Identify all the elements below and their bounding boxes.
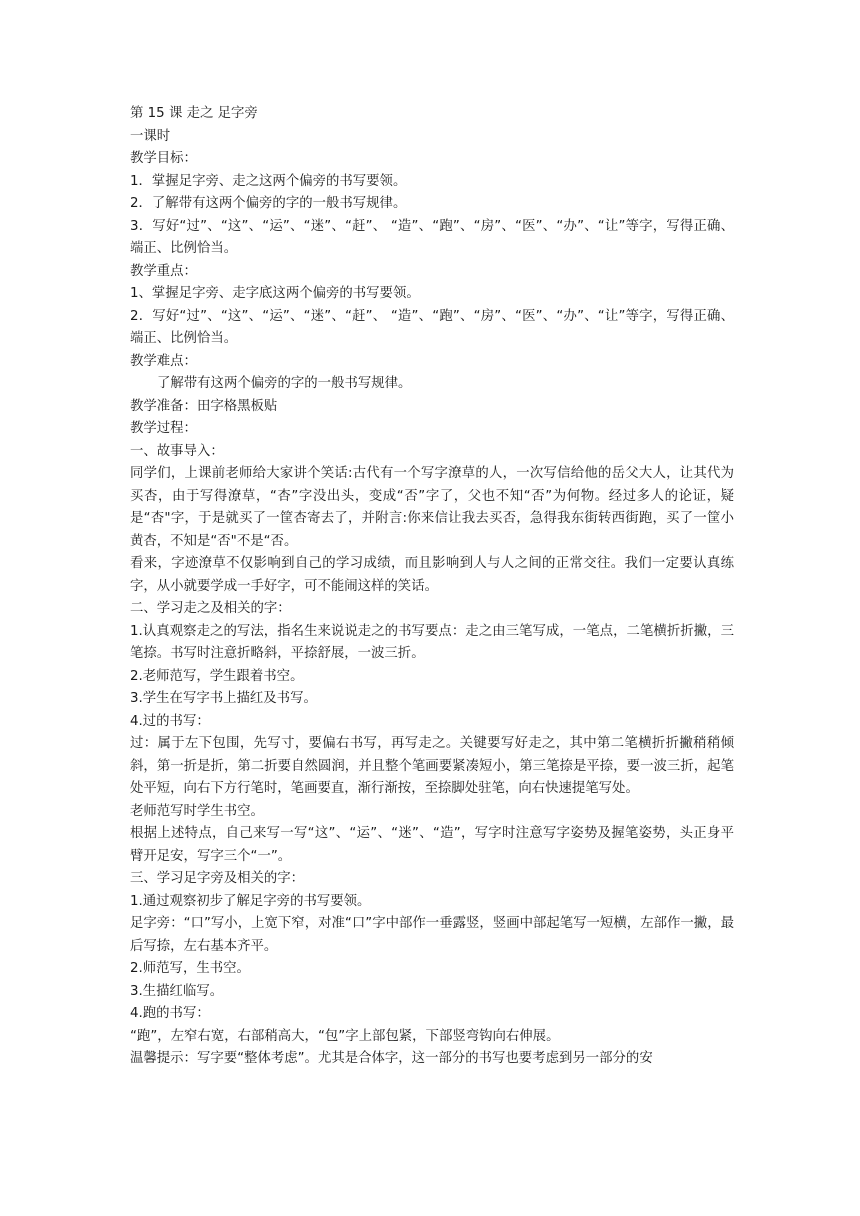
paragraph: 老师范写时学生书空。 — [130, 803, 264, 819]
paragraph: 过：属于左下包围，先写寸，要偏右书写，再写走之。关键要写好走之，其中第二笔横折折撇稍稍倾斜，第一折是折，第二折要自然圆润，并且整个笔画要紧凑短小，第三笔捺是平捺，要一波三折，起笔处平短，向右下方行笔时，笔画要直，渐行渐按，至捺脚处驻笔，向右快速提笔写处。 — [130, 736, 734, 796]
paragraph: 一、故事导入： — [130, 443, 224, 459]
paragraph: 教学过程： — [130, 421, 197, 436]
paragraph: 4.过的书写： — [130, 713, 210, 729]
paragraph: 教学准备：田字格黑板贴 — [130, 398, 278, 414]
paragraph: 教学难点： — [130, 353, 197, 369]
paragraph: “跑”，左窄右宽，右部稍高大，“包”字上部包紧，下部竖弯钩向右伸展。 — [130, 1028, 560, 1044]
paragraph: 2.老师范写，学生跟着书空。 — [130, 668, 304, 684]
paragraph: 三、学习足字旁及相关的字： — [130, 871, 305, 886]
paragraph: 3.学生在写字书上描红及书写。 — [130, 691, 317, 706]
document-body — [130, 103, 734, 1071]
paragraph: 1.通过观察初步了解足字旁的书写要领。 — [130, 893, 371, 909]
paragraph: 一课时 — [130, 128, 171, 144]
paragraph: 了解带有这两个偏旁的字的一般书写规律。 — [157, 376, 412, 391]
paragraph: 温馨提示：写字要“整体考虑”。尤其是合体字，这一部分的书写也要考虑到另一部分的安 — [130, 1051, 653, 1066]
paragraph: 教学重点： — [130, 263, 197, 279]
paragraph: 3.生描红临写。 — [130, 983, 224, 999]
paragraph: 4.跑的书写： — [130, 1006, 210, 1021]
paragraph: 第 15 课 走之 足字旁 — [130, 106, 258, 121]
paragraph: 1.认真观察走之的写法，指名生来说说走之的书写要点：走之由三笔写成，一笔点，二笔横折折撇，三笔捺。书写时注意折略斜，平捺舒展，一波三折。 — [130, 623, 734, 661]
paragraph: 足字旁：“口”写小，上宽下窄，对准“口”字中部作一垂露竖，竖画中部起笔写一短横，左部作一撇，最后写捺，左右基本齐平。 — [130, 916, 734, 954]
paragraph: 2．了解带有这两个偏旁的字的一般书写规律。 — [130, 196, 407, 211]
paragraph: 1、掌握足字旁、走字底这两个偏旁的书写要领。 — [130, 286, 420, 301]
paragraph: 看来，字迹潦草不仅影响到自己的学习成绩，而且影响到人与人之间的正常交往。我们一定要认真练字，从小就要学成一手好字，可不能闹这样的笑话。 — [130, 556, 734, 594]
paragraph: 同学们，上课前老师给大家讲个笑话:古代有一个写字潦草的人，一次写信给他的岳父大人，让其代为买杏，由于写得潦草，“杏”字没出头，变成“否”字了，父也不知“否”为何物。经过多人的论证，疑是“杏"字，于是就买了一筐杏寄去了，并附言:你来信让我去买否，急得我东街转西街跑，买了一筐小黄杏，不知是“否"不是“否。 — [130, 466, 734, 549]
paragraph: 1．掌握足字旁、走之这两个偏旁的书写要领。 — [130, 173, 407, 189]
paragraph: 二、学习走之及相关的字： — [130, 601, 291, 616]
paragraph: 2．写好“过”、“这”、“运”、“迷”、“赶”、 “造”、“跑”、“房”、“医”、“办”、“让”等字，写得正确、端正、比例恰当。 — [130, 308, 734, 346]
paragraph: 教学目标： — [130, 151, 197, 166]
paragraph: 根据上述特点，自己来写一写“这”、“运”、“迷”、“造”，写字时注意写字姿势及握笔姿势，头正身平臂开足安，写字三个“一”。 — [130, 826, 734, 864]
paragraph: 3．写好“过”、“这”、“运”、“迷”、“赶”、 “造”、“跑”、“房”、“医”、“办”、“让”等字，写得正确、端正、比例恰当。 — [130, 218, 734, 256]
paragraph: 2.师范写，生书空。 — [130, 961, 250, 976]
